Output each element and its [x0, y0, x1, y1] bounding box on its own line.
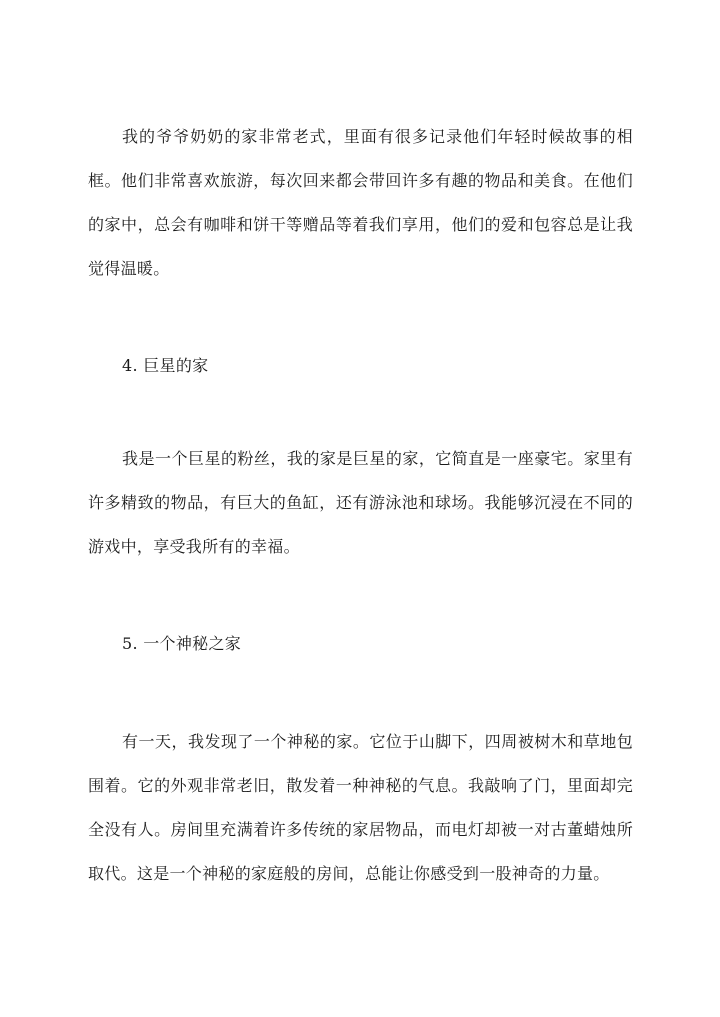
section-paragraph-5: 有一天，我发现了一个神秘的家。它位于山脚下，四周被树木和草地包围着。它的外观非常老旧，散发着一种神秘的气息。我敲响了门，里面却完全没有人。房间里充满着许多传统的家居物品，而电灯却被一对古董蜡烛所取代。这是一个神秘的家庭般的房间，总能让你感受到一股神奇的力量。 [88, 732, 633, 883]
section-paragraph-4: 我是一个巨星的粉丝，我的家是巨星的家，它简直是一座豪宅。家里有许多精致的物品，有巨大的鱼缸，还有游泳池和球场。我能够沉浸在不同的游戏中，享受我所有的幸福。 [88, 449, 633, 556]
section-heading-4: 4. 巨星的家 [122, 356, 209, 375]
intro-paragraph: 我的爷爷奶奶的家非常老式，里面有很多记录他们年轻时候故事的相框。他们非常喜欢旅游，每次回来都会带回许多有趣的物品和美食。在他们的家中，总会有咖啡和饼干等赠品等着我们享用，他们的爱和包容总是让我觉得温暖。 [88, 127, 633, 278]
section-heading-5: 5. 一个神秘之家 [122, 634, 242, 653]
